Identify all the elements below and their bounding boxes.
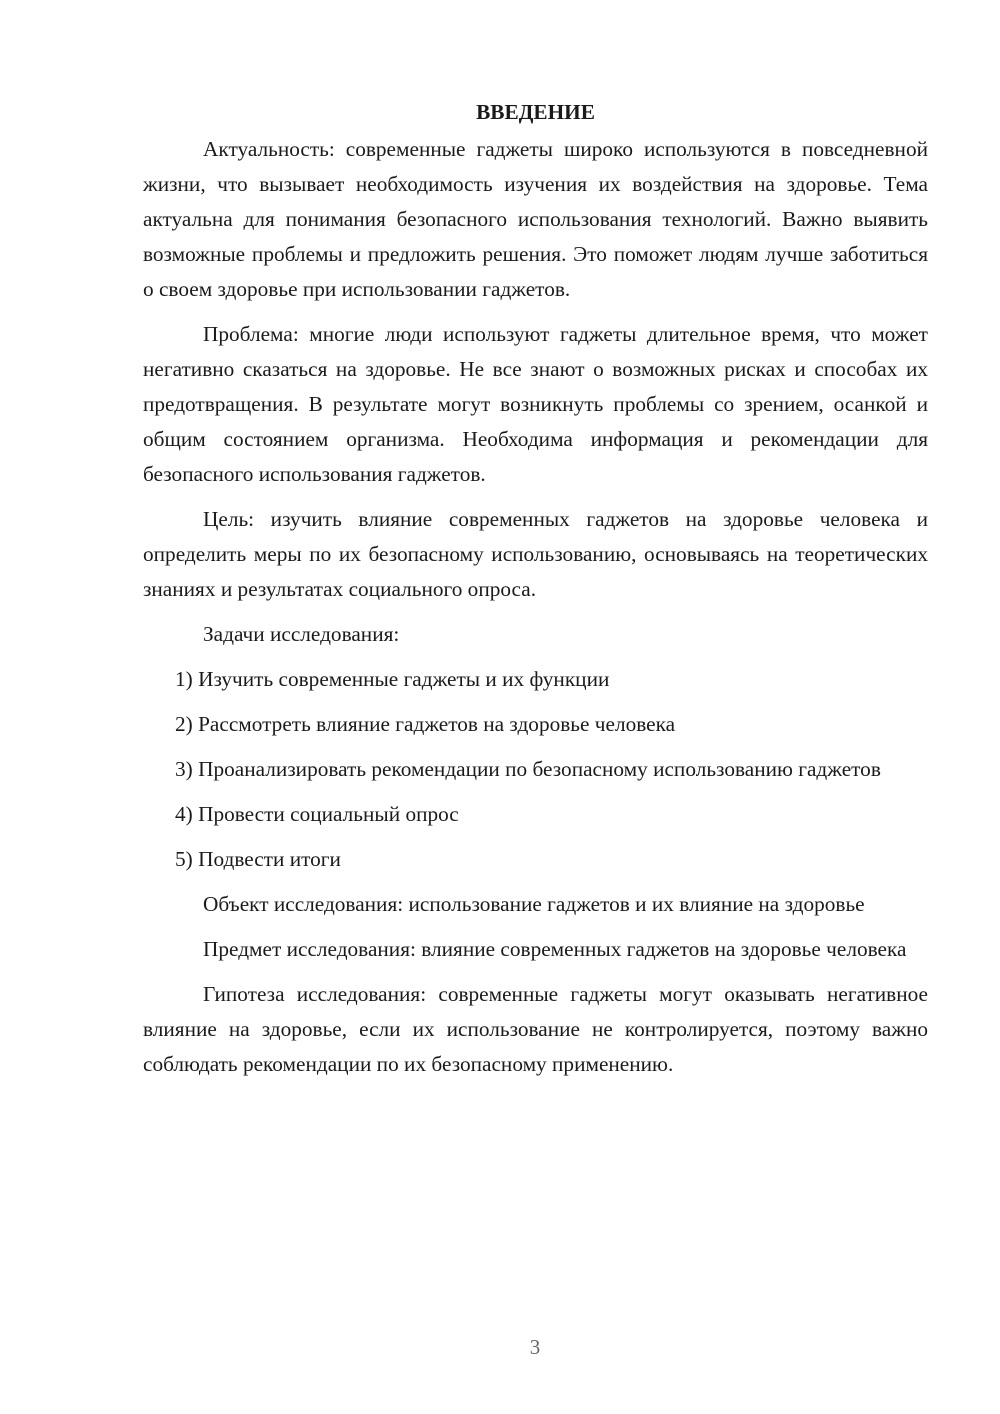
page-content [143, 97, 928, 1092]
page-number: 3 [529, 1335, 541, 1359]
tasks-title: Задачи исследования: [203, 622, 400, 646]
subject-paragraph: Предмет исследования: влияние современных гаджетов на здоровье человека [203, 937, 907, 961]
goal-paragraph: Цель: изучить влияние современных гаджетов на здоровье человека и определить меры по их безопасному использованию, основываясь на теоретических знаниях и результатах социального опроса. [143, 507, 928, 601]
hypothesis-paragraph: Гипотеза исследования: современные гаджеты могут оказывать негативное влияние на здоровье, если их использование не контролируется, поэтому важно соблюдать рекомендации по их безопасному применению. [143, 982, 928, 1076]
problem-paragraph: Проблема: многие люди используют гаджеты длительное время, что может негативно сказаться на здоровье. Не все знают о возможных рисках и способах их предотвращения. В результате могут возникнуть проблемы со зрением, осанкой и общим состоянием организма. Необходима информация и рекомендации для безопасного использования гаджетов. [143, 322, 928, 486]
task-item: 1) Изучить современные гаджеты и их функции [175, 667, 610, 691]
page-title: ВВЕДЕНИЕ [476, 100, 595, 124]
object-paragraph: Объект исследования: использование гаджетов и их влияние на здоровье [203, 892, 865, 916]
task-item: 2) Рассмотреть влияние гаджетов на здоровье человека [175, 712, 676, 736]
relevance-paragraph: Актуальность: современные гаджеты широко используются в повседневной жизни, что вызывает необходимость изучения их воздействия на здоровье. Тема актуальна для понимания безопасного использования технологий. Важно выявить возможные проблемы и предложить решения. Это поможет людям лучше заботиться о своем здоровье при использовании гаджетов. [143, 137, 928, 301]
task-item: 4) Провести социальный опрос [175, 802, 459, 826]
task-item: 5) Подвести итоги [175, 847, 341, 871]
task-item: 3) Проанализировать рекомендации по безопасному использованию гаджетов [175, 757, 881, 781]
tasks-list [143, 662, 928, 877]
